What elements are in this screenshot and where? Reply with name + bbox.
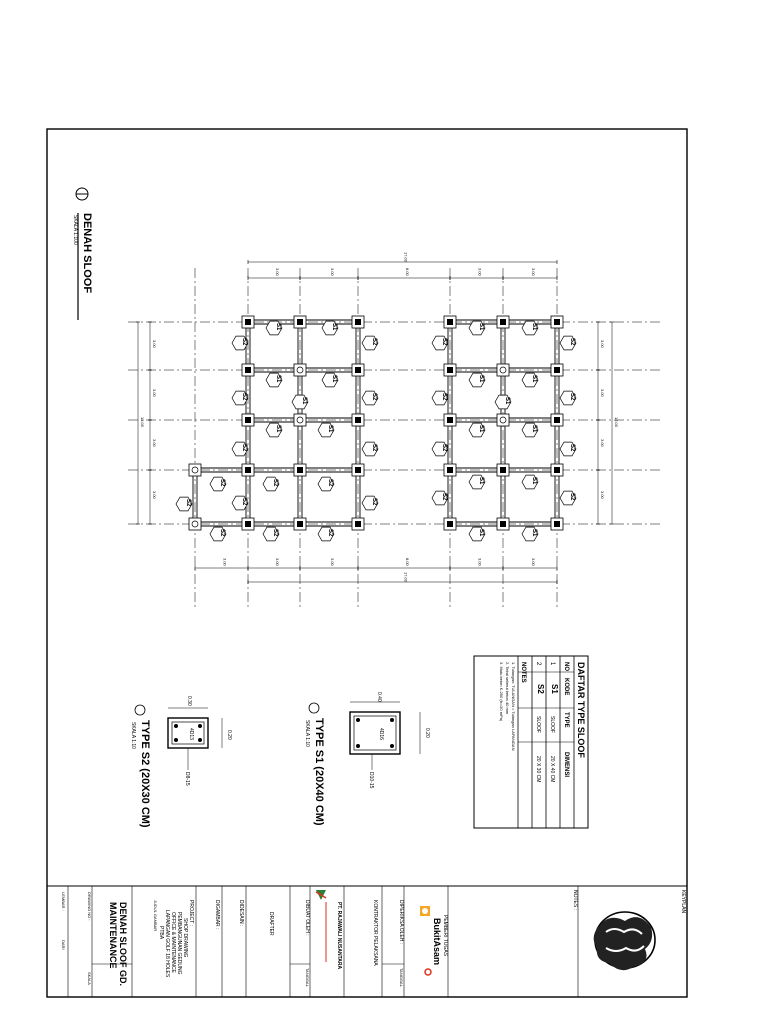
sloof-tag-label: S1 — [531, 425, 537, 433]
sloof-tag-label: S1 — [478, 323, 484, 331]
dim-bay-top: 3.00 — [531, 268, 536, 276]
prepared-date-label: TANGGAL — [305, 968, 310, 987]
prepared-label: DIBUAT OLEH : — [304, 900, 310, 936]
sloof-tag-label: S1 — [478, 529, 484, 537]
project-line-2: PEMBANGUNAN GEDUNG — [176, 912, 182, 975]
dim-half-bottom: 8.00 — [405, 558, 410, 566]
schedule-row1-dimensi: 20 X 40 CM — [549, 756, 555, 783]
sloof-tag-label: S1 — [531, 477, 537, 485]
sloof-tag-label: S1 — [275, 323, 281, 331]
dim-row-right: 3.00 — [600, 340, 605, 348]
keyplan-label: KEYPLAN — [680, 890, 686, 914]
column-core — [447, 417, 453, 423]
s1-title: TYPE S1 (20X40 CM) — [313, 718, 325, 826]
contractor-logo-icon — [316, 890, 342, 970]
project-line-5: PTBA — [158, 926, 164, 940]
schedule-row2-kode: S2 — [536, 684, 545, 694]
s2-section-outline — [168, 718, 208, 748]
sloof-tag-label: S2 — [241, 444, 247, 452]
s2-title: TYPE S2 (20X30 CM) — [139, 720, 151, 828]
column-core — [192, 521, 198, 527]
sloof-tag-label: S2 — [441, 493, 447, 501]
dim-row-left: 3.00 — [152, 340, 157, 348]
sheet-border — [47, 129, 687, 997]
column-core — [355, 467, 361, 473]
scale-label: SKALA — [87, 972, 92, 985]
s1-stirrup-label: D10-15 — [368, 772, 374, 789]
column-core — [447, 319, 453, 325]
dim-bay-top: 3.00 — [330, 268, 335, 276]
drawn-label: DIGAMBAR : — [214, 900, 220, 930]
column-core — [192, 467, 198, 473]
schedule-header-dimensi: DIMENSI — [563, 752, 569, 778]
schedule-note-3: 3. Mutu beton K-250 (fc=20 mPa) — [499, 662, 504, 722]
s1-section-symbol-icon — [309, 703, 319, 713]
sloof-tag-label: S2 — [241, 498, 247, 506]
sloof-tag-label: S2 — [441, 393, 447, 401]
project-line-3: OFFICE & MAINTENANCE — [170, 912, 176, 973]
s2-rebar-label: 4D13 — [188, 728, 194, 740]
judul-label: JUDUL GAMBAR — [153, 900, 158, 932]
sloof-tag-label: S1 — [327, 425, 333, 433]
s2-scale: SKALA 1:10 — [130, 722, 136, 749]
sloof-tag-label: S1 — [478, 477, 484, 485]
sloof-tag-label: S1 — [478, 425, 484, 433]
column-core — [245, 417, 251, 423]
dim-bay-bottom: 3.00 — [275, 558, 280, 566]
dari-label: DARI — [61, 940, 66, 950]
dim-row-left: 3.00 — [152, 439, 157, 447]
sloof-tag-label: S2 — [272, 529, 278, 537]
contractor-label: KONTRAKTOR PELAKSANA — [372, 900, 378, 966]
dim-row-left: 3.00 — [152, 389, 157, 397]
schedule-row2-dimensi: 20 X 30 CM — [535, 756, 541, 783]
s2-dim-width: 0.30 — [186, 696, 192, 706]
dim-total-top: 17.00 — [403, 252, 409, 263]
sloof-tag-label: S1 — [531, 375, 537, 383]
dim-total-right: 12.00 — [614, 417, 619, 428]
plan-title: DENAH SLOOF — [81, 213, 93, 294]
s2-stirrup-label: D8-15 — [184, 772, 190, 786]
schedule-header-no: NO — [563, 662, 569, 671]
sloof-tag-label: S2 — [241, 393, 247, 401]
column-core — [355, 367, 361, 373]
schedule-note-2: 2. Tebal selimut beton 40 mm — [505, 662, 510, 715]
column-core — [500, 521, 506, 527]
s2-section-symbol-icon — [135, 705, 145, 715]
project-label: PROJECT : — [188, 900, 194, 927]
s1-dim-height: 0.20 — [424, 728, 430, 738]
column-core — [500, 467, 506, 473]
sloof-tag-label: S2 — [219, 529, 225, 537]
sloof-tag-label: S1 — [504, 397, 510, 405]
column-core — [297, 319, 303, 325]
contractor-name: PT. RAJAWALI NUSANTARA — [336, 902, 342, 970]
designed-label: DIDESAIN : — [238, 900, 244, 927]
column-core — [447, 367, 453, 373]
column-core — [447, 521, 453, 527]
column-core — [297, 417, 303, 423]
dim-row-right: 3.00 — [600, 491, 605, 499]
schedule-header-type: TYPE — [563, 712, 569, 728]
sloof-tag-label: S1 — [478, 375, 484, 383]
title-block — [47, 886, 687, 997]
dim-total-bottom: 17.00 — [403, 572, 409, 583]
schedule-row1-no: 1 — [549, 662, 555, 666]
column-core — [245, 521, 251, 527]
sloof-tag-label: S1 — [531, 529, 537, 537]
dim-bay-bottom: 3.00 — [477, 558, 483, 566]
sloof-tag-label: S2 — [569, 493, 575, 501]
dim-half-top: 8.00 — [405, 268, 410, 276]
lembar-label: LEMBAR : — [61, 892, 66, 911]
notes-label: NOTES : — [572, 890, 578, 911]
sloof-schedule — [474, 656, 588, 828]
drafter-label: DRAFTER — [268, 912, 274, 936]
schedule-title: DAFTAR TYPE SLOOF — [576, 662, 586, 758]
section-type-s2 — [130, 696, 232, 828]
sloof-tag-label: S1 — [531, 323, 537, 331]
sloof-tag-label: S2 — [569, 444, 575, 452]
schedule-note-1: 1. Tulangan: TULANGAN = Tulangan LAPANGAN — [511, 662, 516, 751]
sloof-tag-label: S2 — [441, 444, 447, 452]
column-core — [355, 319, 361, 325]
schedule-row1-type: SLOOF — [549, 716, 555, 733]
column-core — [297, 467, 303, 473]
sloof-tag-label: S2 — [272, 479, 278, 487]
schedule-row1-kode: S1 — [550, 684, 559, 694]
sloof-tag-label: S2 — [219, 479, 225, 487]
sloof-tag-label: S1 — [331, 323, 337, 331]
sloof-tag-label: S2 — [569, 338, 575, 346]
s2-dim-height: 0.20 — [226, 730, 232, 740]
column-core — [355, 417, 361, 423]
sheet-title-1: DENAH SLOOF GD. — [118, 902, 128, 987]
column-core — [500, 319, 506, 325]
dim-row-right: 3.00 — [600, 389, 605, 397]
column-core — [355, 521, 361, 527]
s1-rebar-label: 4D16 — [378, 728, 384, 740]
dim-bay-top: 3.00 — [275, 268, 280, 276]
sloof-tag-label: S1 — [275, 375, 281, 383]
section-type-s1 — [304, 692, 430, 826]
column-core — [500, 417, 506, 423]
dim-total-left: 12.00 — [140, 417, 145, 428]
schedule-notes-title: NOTES — [520, 662, 526, 683]
column-core — [500, 367, 506, 373]
checked-label: DIPERIKSA OLEH : — [398, 900, 404, 945]
sloof-tag-label: S2 — [327, 529, 333, 537]
sloof-tag-label: S2 — [441, 338, 447, 346]
column-core — [447, 467, 453, 473]
dim-row-left: 3.00 — [152, 491, 157, 499]
dim-row-right: 3.00 — [600, 439, 605, 447]
project-line-4: LAPANGAN GOLF 18 HOLES — [164, 910, 170, 978]
plan-title-group — [72, 188, 93, 320]
sloof-tag-label: S2 — [371, 498, 377, 506]
plan-scale: SKALA 1:100 — [72, 215, 78, 245]
sloof-tag-label: S2 — [569, 393, 575, 401]
column-core — [554, 521, 560, 527]
dim-bay-bottom: 3.00 — [222, 558, 228, 566]
column-core — [297, 521, 303, 527]
s1-dim-width: 0.40 — [376, 692, 382, 702]
column-core — [554, 367, 560, 373]
schedule-header-kode: KODE — [563, 678, 569, 696]
column-core — [245, 367, 251, 373]
schedule-row2-no: 2 — [535, 662, 541, 666]
sloof-tag-label: S2 — [371, 444, 377, 452]
column-core — [554, 417, 560, 423]
column-core — [554, 319, 560, 325]
column-core — [245, 467, 251, 473]
sloof-tag-label: S2 — [371, 338, 377, 346]
dim-bay-bottom: 3.00 — [531, 558, 536, 566]
dim-bay-top: 3.00 — [477, 268, 483, 276]
s1-scale: SKALA 1:10 — [304, 720, 310, 747]
keyplan-logo-icon — [594, 912, 655, 970]
sloof-tag-label: S2 — [327, 479, 333, 487]
schedule-row2-type: SLOOF — [535, 716, 541, 733]
sloof-tag-label: S2 — [185, 499, 191, 507]
sloof-tag-label: S1 — [331, 375, 337, 383]
owner-label: PEMBERI TUGAS — [442, 915, 448, 957]
sloof-tag-label: S1 — [275, 425, 281, 433]
project-line-1: SHOP DRAWING — [182, 918, 188, 958]
bukitasam-logo-icon — [420, 906, 442, 975]
sloof-tag-label: S2 — [371, 393, 377, 401]
sloof-tag-label: S1 — [301, 397, 307, 405]
sheet-title-2: MAINTENANCE — [108, 902, 118, 969]
owner-name: BukitAsam — [432, 918, 442, 966]
dim-bay-bottom: 3.00 — [330, 558, 335, 566]
column-core — [297, 367, 303, 373]
sloof-tag-label: S2 — [241, 338, 247, 346]
checked-date-label: TANGGAL — [399, 968, 404, 987]
drawing-no-label: DRAWING NO : — [87, 892, 92, 921]
column-core — [245, 319, 251, 325]
sloof-plan — [128, 252, 660, 608]
column-core — [554, 467, 560, 473]
